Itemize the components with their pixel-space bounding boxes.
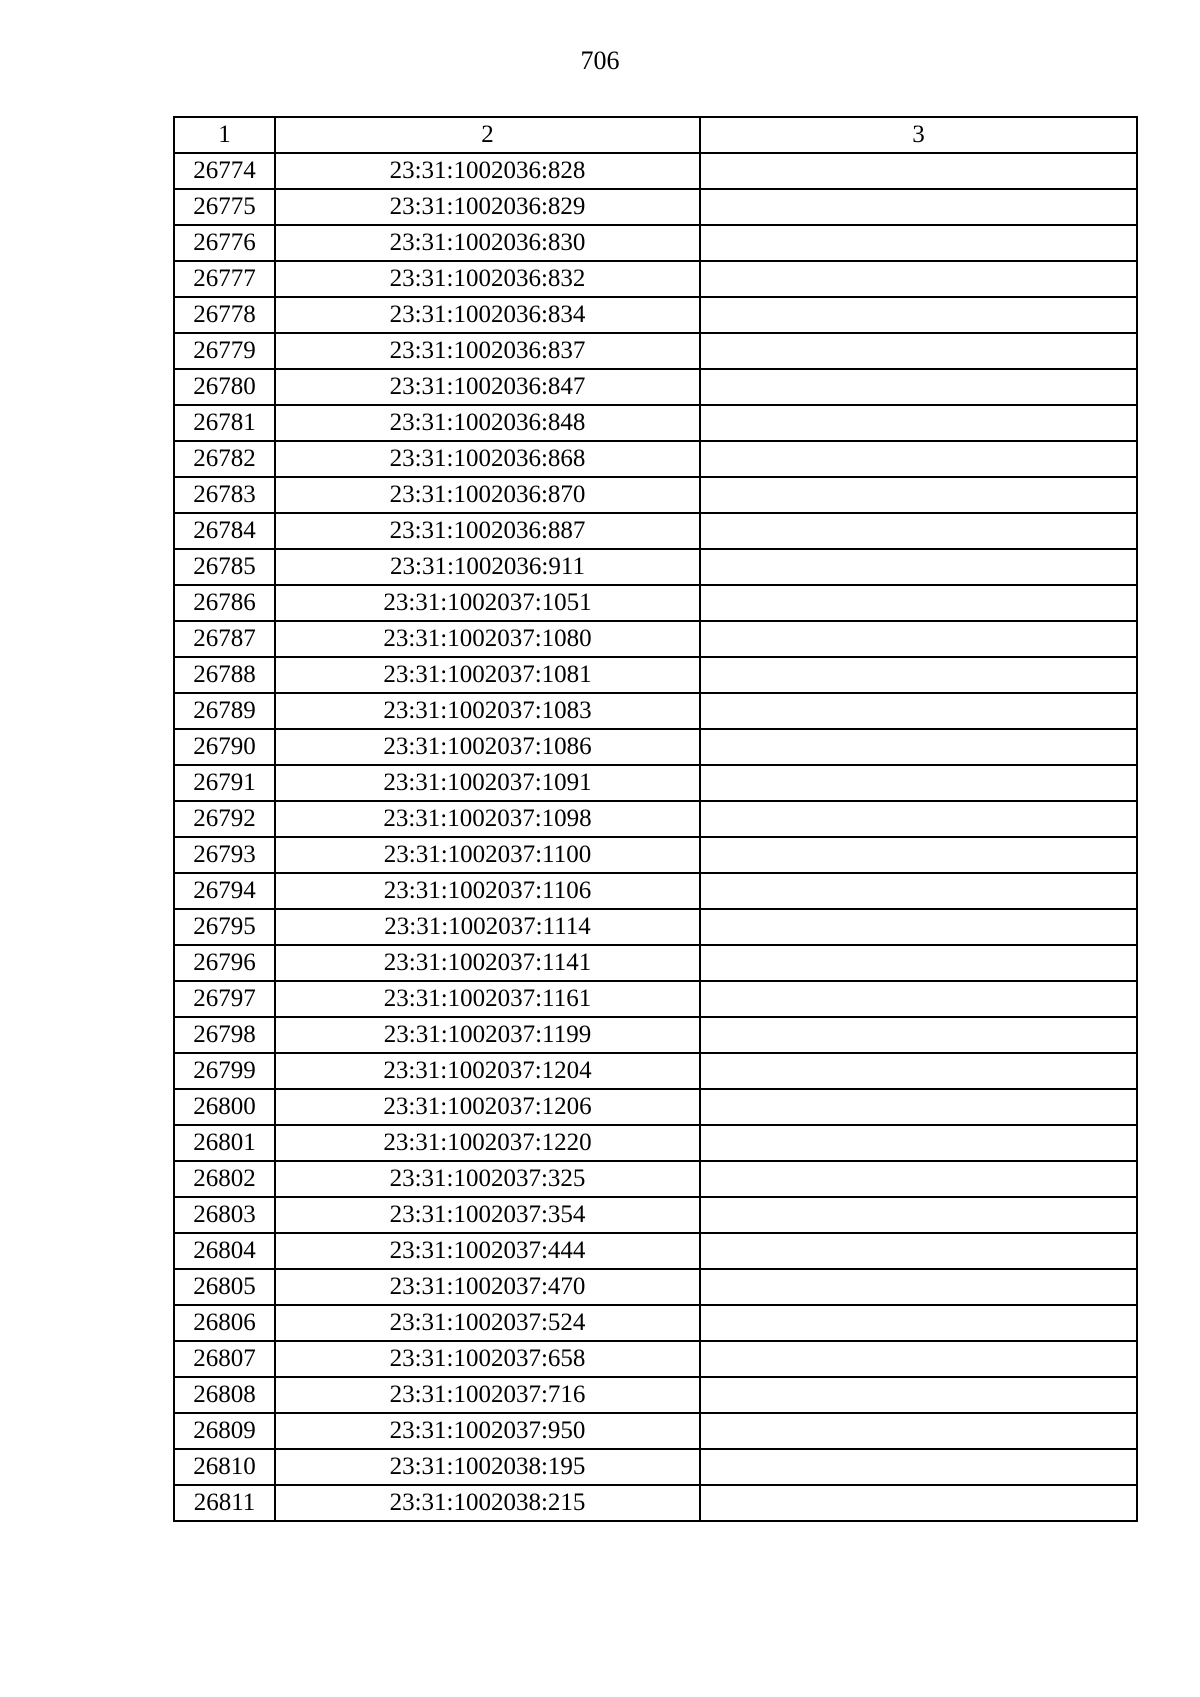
column-header-3: 3 [700,117,1137,153]
table-row [174,189,1137,225]
table-row [174,909,1137,945]
row-number-cell: 26791 [174,765,275,801]
cadastral-number-cell: 23:31:1002037:716 [275,1377,700,1413]
cadastral-number-cell: 23:31:1002036:887 [275,513,700,549]
note-cell [700,333,1137,369]
table-row [174,837,1137,873]
note-cell [700,1377,1137,1413]
cadastral-number-cell: 23:31:1002036:868 [275,441,700,477]
table-row [174,729,1137,765]
note-cell [700,693,1137,729]
row-number-cell: 26777 [174,261,275,297]
row-number-cell: 26787 [174,621,275,657]
table-row [174,369,1137,405]
note-cell [700,1197,1137,1233]
cadastral-number-cell: 23:31:1002036:828 [275,153,700,189]
table-row [174,1305,1137,1341]
row-number-cell: 26780 [174,369,275,405]
table-row [174,297,1137,333]
cadastral-number-cell: 23:31:1002037:1091 [275,765,700,801]
table-row [174,153,1137,189]
table-row [174,1089,1137,1125]
table-row [174,1233,1137,1269]
note-cell [700,945,1137,981]
table-row [174,1125,1137,1161]
cadastral-number-cell: 23:31:1002036:837 [275,333,700,369]
note-cell [700,873,1137,909]
row-number-cell: 26800 [174,1089,275,1125]
row-number-cell: 26789 [174,693,275,729]
row-number-cell: 26774 [174,153,275,189]
note-cell [700,621,1137,657]
row-number-cell: 26795 [174,909,275,945]
table-row [174,621,1137,657]
cadastral-number-cell: 23:31:1002037:1080 [275,621,700,657]
note-cell [700,1449,1137,1485]
row-number-cell: 26802 [174,1161,275,1197]
row-number-cell: 26809 [174,1413,275,1449]
row-number-cell: 26801 [174,1125,275,1161]
table-row [174,1413,1137,1449]
cadastral-number-cell: 23:31:1002037:1206 [275,1089,700,1125]
row-number-cell: 26803 [174,1197,275,1233]
row-number-cell: 26783 [174,477,275,513]
table-row [174,693,1137,729]
table-row [174,1377,1137,1413]
table-row [174,405,1137,441]
note-cell [700,801,1137,837]
cadastral-number-cell: 23:31:1002036:870 [275,477,700,513]
row-number-cell: 26797 [174,981,275,1017]
cadastral-number-cell: 23:31:1002036:829 [275,189,700,225]
table-row [174,225,1137,261]
table-row [174,261,1137,297]
column-header-1: 1 [174,117,275,153]
row-number-cell: 26778 [174,297,275,333]
cadastral-number-cell: 23:31:1002036:834 [275,297,700,333]
note-cell [700,405,1137,441]
table-row [174,945,1137,981]
cadastral-number-cell: 23:31:1002037:470 [275,1269,700,1305]
note-cell [700,549,1137,585]
table-row [174,1341,1137,1377]
table-row [174,333,1137,369]
row-number-cell: 26794 [174,873,275,909]
table-row [174,585,1137,621]
note-cell [700,1413,1137,1449]
row-number-cell: 26799 [174,1053,275,1089]
row-number-cell: 26810 [174,1449,275,1485]
note-cell [700,153,1137,189]
note-cell [700,261,1137,297]
note-cell [700,297,1137,333]
row-number-cell: 26807 [174,1341,275,1377]
note-cell [700,1161,1137,1197]
cadastral-number-cell: 23:31:1002037:1114 [275,909,700,945]
cadastral-number-cell: 23:31:1002037:1141 [275,945,700,981]
note-cell [700,1485,1137,1521]
row-number-cell: 26786 [174,585,275,621]
row-number-cell: 26784 [174,513,275,549]
note-cell [700,369,1137,405]
row-number-cell: 26781 [174,405,275,441]
note-cell [700,513,1137,549]
table-row [174,441,1137,477]
table-header [174,117,1137,153]
row-number-cell: 26788 [174,657,275,693]
note-cell [700,837,1137,873]
cadastral-number-cell: 23:31:1002037:1081 [275,657,700,693]
table-row [174,873,1137,909]
cadastral-number-cell: 23:31:1002037:1220 [275,1125,700,1161]
note-cell [700,1125,1137,1161]
table-body [174,153,1137,1521]
row-number-cell: 26775 [174,189,275,225]
note-cell [700,1305,1137,1341]
table-row [174,801,1137,837]
row-number-cell: 26792 [174,801,275,837]
row-number-cell: 26785 [174,549,275,585]
row-number-cell: 26776 [174,225,275,261]
note-cell [700,729,1137,765]
row-number-cell: 26782 [174,441,275,477]
cadastral-number-cell: 23:31:1002037:524 [275,1305,700,1341]
cadastral-number-cell: 23:31:1002037:658 [275,1341,700,1377]
table-row [174,1053,1137,1089]
header-row [174,117,1137,153]
cadastral-number-cell: 23:31:1002036:830 [275,225,700,261]
note-cell [700,1269,1137,1305]
note-cell [700,1089,1137,1125]
cadastral-number-cell: 23:31:1002036:847 [275,369,700,405]
column-header-2: 2 [275,117,700,153]
table-row [174,657,1137,693]
table-row [174,477,1137,513]
cadastral-number-cell: 23:31:1002036:911 [275,549,700,585]
row-number-cell: 26805 [174,1269,275,1305]
table-row [174,765,1137,801]
note-cell [700,909,1137,945]
cadastral-number-cell: 23:31:1002037:950 [275,1413,700,1449]
table-row [174,981,1137,1017]
cadastral-number-cell: 23:31:1002038:195 [275,1449,700,1485]
row-number-cell: 26806 [174,1305,275,1341]
cadastral-number-cell: 23:31:1002037:1204 [275,1053,700,1089]
row-number-cell: 26790 [174,729,275,765]
page-number: 706 [580,46,620,75]
cadastral-number-cell: 23:31:1002037:1051 [275,585,700,621]
row-number-cell: 26804 [174,1233,275,1269]
cadastral-number-cell: 23:31:1002036:832 [275,261,700,297]
table-row [174,1161,1137,1197]
note-cell [700,225,1137,261]
table-row [174,549,1137,585]
note-cell [700,189,1137,225]
row-number-cell: 26793 [174,837,275,873]
note-cell [700,981,1137,1017]
note-cell [700,657,1137,693]
cadastral-number-cell: 23:31:1002037:1199 [275,1017,700,1053]
note-cell [700,1017,1137,1053]
row-number-cell: 26779 [174,333,275,369]
cadastral-number-cell: 23:31:1002037:1106 [275,873,700,909]
note-cell [700,477,1137,513]
row-number-cell: 26811 [174,1485,275,1521]
cadastral-number-cell: 23:31:1002037:1161 [275,981,700,1017]
table-row [174,1449,1137,1485]
cadastral-number-cell: 23:31:1002037:325 [275,1161,700,1197]
table-row [174,1017,1137,1053]
cadastral-number-cell: 23:31:1002037:1083 [275,693,700,729]
note-cell [700,1341,1137,1377]
note-cell [700,1053,1137,1089]
table-row [174,1485,1137,1521]
table-row [174,513,1137,549]
table-row [174,1197,1137,1233]
note-cell [700,585,1137,621]
row-number-cell: 26808 [174,1377,275,1413]
note-cell [700,765,1137,801]
cadastral-number-cell: 23:31:1002036:848 [275,405,700,441]
register-table [173,116,1138,1522]
cadastral-number-cell: 23:31:1002037:1086 [275,729,700,765]
row-number-cell: 26796 [174,945,275,981]
row-number-cell: 26798 [174,1017,275,1053]
cadastral-number-cell: 23:31:1002038:215 [275,1485,700,1521]
note-cell [700,441,1137,477]
table-row [174,1269,1137,1305]
note-cell [700,1233,1137,1269]
cadastral-number-cell: 23:31:1002037:444 [275,1233,700,1269]
cadastral-number-cell: 23:31:1002037:1100 [275,837,700,873]
cadastral-number-cell: 23:31:1002037:1098 [275,801,700,837]
cadastral-number-cell: 23:31:1002037:354 [275,1197,700,1233]
